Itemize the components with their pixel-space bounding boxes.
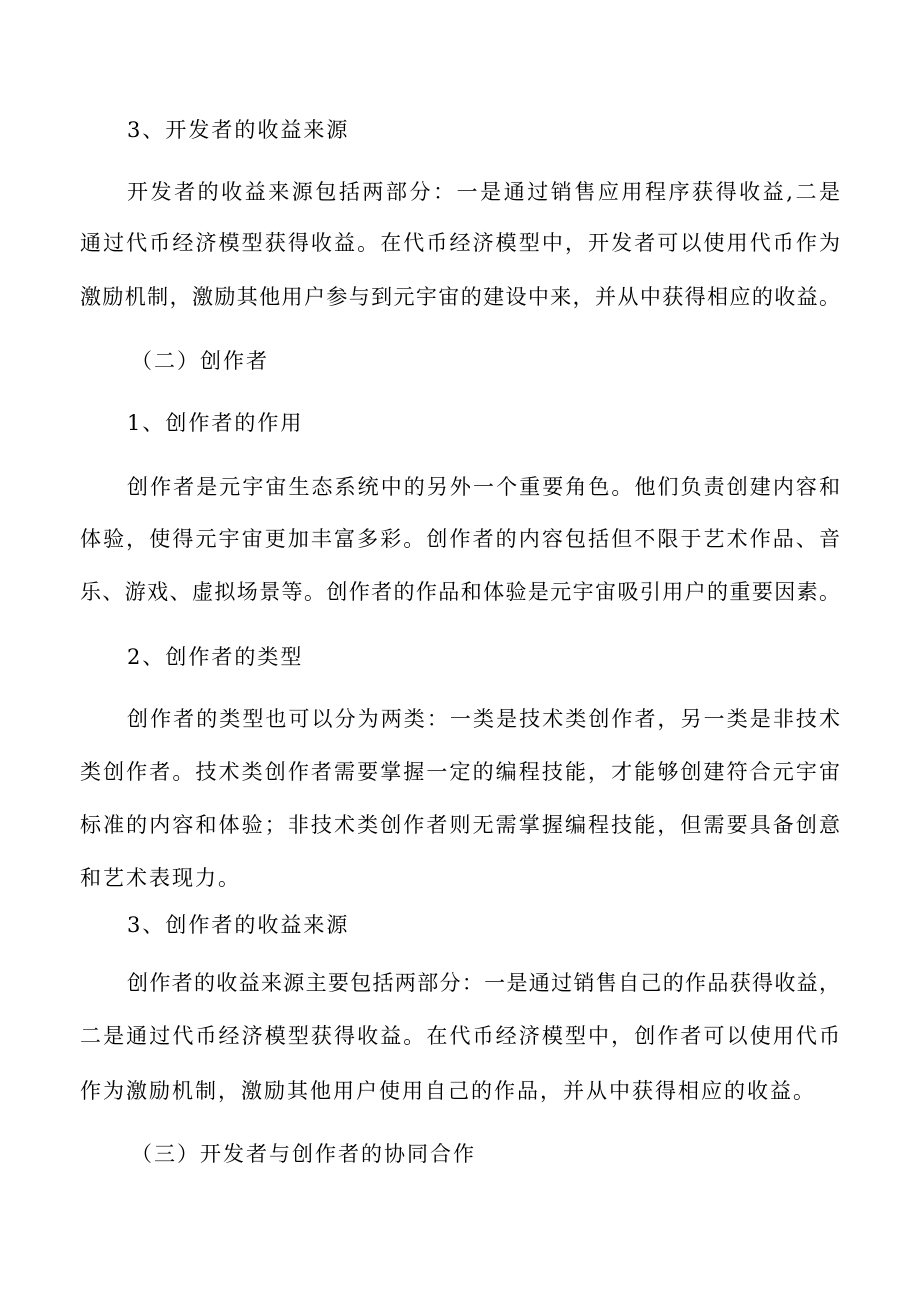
- subheading-creator-revenue: 3、创作者的收益来源: [127, 913, 350, 937]
- paragraph-line: 类创作者。技术类创作者需要掌握一定的编程技能，才能够创建符合元宇宙: [80, 760, 840, 784]
- paragraph-line: 体验，使得元宇宙更加丰富多彩。创作者的内容包括但不限于艺术作品、音: [80, 527, 840, 551]
- subheading-developer-revenue: 3、开发者的收益来源: [127, 118, 350, 142]
- section-heading-collaboration: （三）开发者与创作者的协同合作: [131, 1142, 476, 1166]
- section-heading-creators: （二）创作者: [131, 349, 269, 373]
- subheading-creator-types: 2、创作者的类型: [127, 645, 304, 669]
- paragraph-line: 激励机制，激励其他用户参与到元宇宙的建设中来，并从中获得相应的收益。: [80, 285, 840, 309]
- paragraph-line: 作为激励机制，激励其他用户使用自己的作品，并从中获得相应的收益。: [80, 1079, 816, 1103]
- paragraph-line: 创作者的类型也可以分为两类：一类是技术类创作者，另一类是非技术: [127, 707, 840, 731]
- paragraph-line: 二是通过代币经济模型获得收益。在代币经济模型中，创作者可以使用代币: [80, 1024, 840, 1048]
- paragraph-line: 乐、游戏、虚拟场景等。创作者的作品和体验是元宇宙吸引用户的重要因素。: [80, 580, 840, 604]
- paragraph-line: 标准的内容和体验；非技术类创作者则无需掌握编程技能，但需要具备创意: [80, 813, 840, 837]
- subheading-creator-role: 1、创作者的作用: [127, 411, 304, 435]
- paragraph-line: 通过代币经济模型获得收益。在代币经济模型中，开发者可以使用代币作为: [80, 231, 840, 255]
- paragraph-line: 开发者的收益来源包括两部分：一是通过销售应用程序获得收益,二是: [127, 180, 840, 204]
- paragraph-line: 和艺术表现力。: [80, 866, 241, 890]
- paragraph-line: 创作者的收益来源主要包括两部分：一是通过销售自己的作品获得收益，: [127, 971, 840, 995]
- paragraph-line: 创作者是元宇宙生态系统中的另外一个重要角色。他们负责创建内容和: [127, 475, 840, 499]
